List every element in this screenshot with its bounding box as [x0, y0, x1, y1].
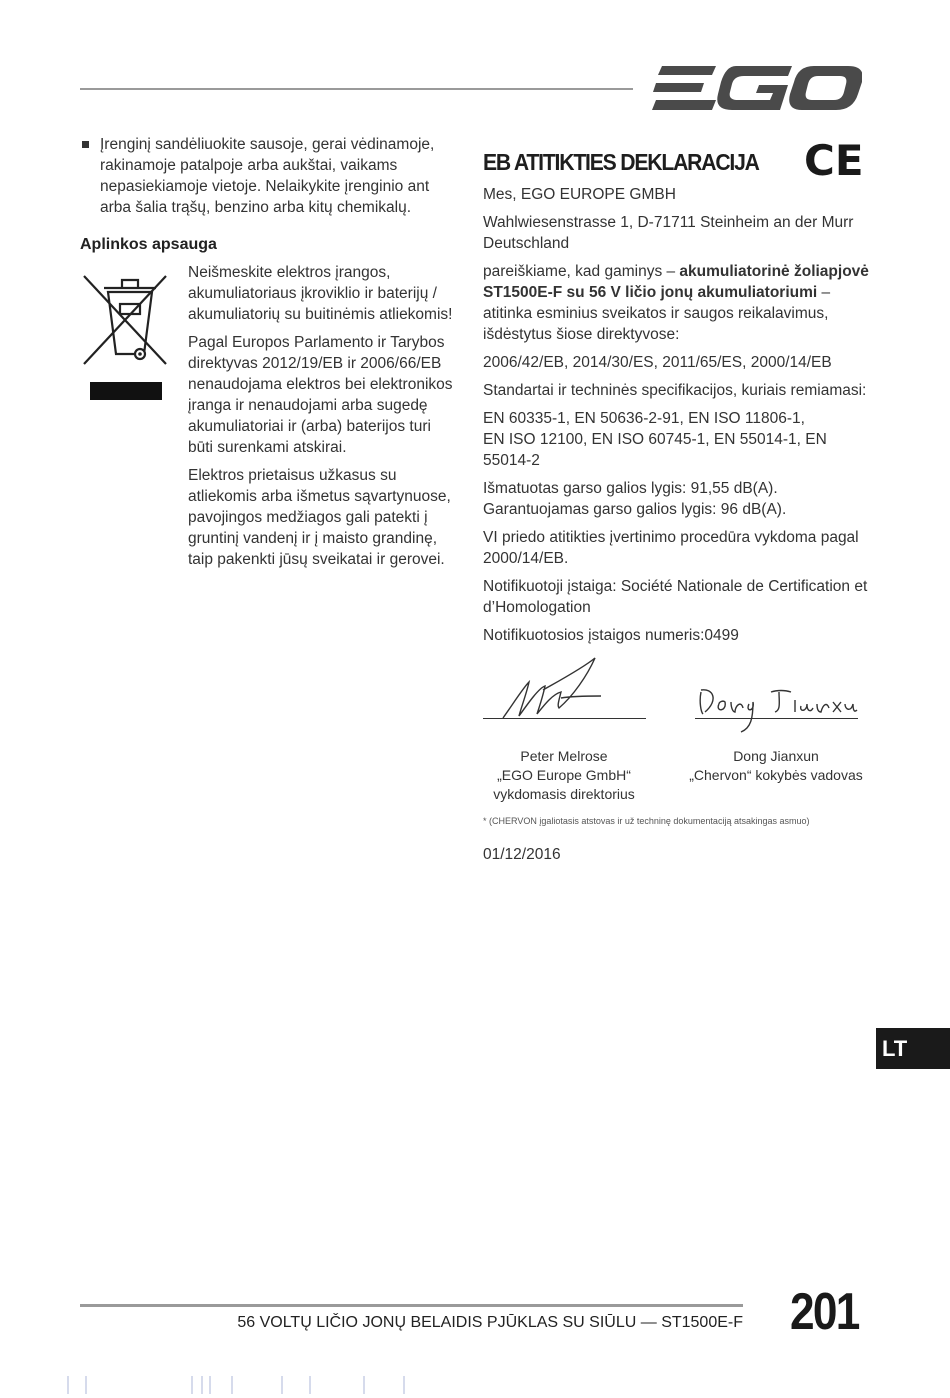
signatory-1	[474, 747, 654, 804]
directives: 2006/42/EB, 2014/30/ES, 2011/65/ES, 2000/14/EB	[483, 354, 832, 371]
env-paragraph-1: Neišmeskite elektros įrangos, akumuliatoriaus įkroviklio ir baterijų / akumuliatorių su buitinėmis atliekomis!	[188, 264, 453, 323]
declaration-address: Wahlwiesenstrasse 1, D-71711 Steinheim an der Murr Deutschland	[483, 214, 854, 252]
noise-measured: Išmatuotas garso galios lygis: 91,55 dB(A).	[483, 480, 778, 497]
standards-list	[483, 408, 873, 471]
statement-post: – atitinka esminius sveikatos ir saugos reikalavimus, išdėstytus šiose direktyvose:	[483, 284, 831, 343]
signatory-2-company: „Chervon“ kokybės vadovas	[689, 767, 863, 783]
footnote: * (CHERVON įgaliotasis atstovas ir už techninę dokumentaciją atsakingas asmuo)	[483, 816, 810, 826]
standards-intro: Standartai ir techninės specifikacijos, kuriais remiamasi:	[483, 382, 867, 399]
storage-bullet	[80, 134, 455, 218]
statement-pre: pareiškiame, kad gaminys –	[483, 263, 680, 280]
standards-line-1: EN 60335-1, EN 50636-2-91, EN ISO 11806-1,	[483, 410, 805, 427]
signature-line-1	[483, 718, 646, 719]
signatory-1-company: „EGO Europe GmbH“	[497, 767, 631, 783]
left-column	[80, 134, 455, 255]
signatory-2	[686, 747, 866, 785]
declaration-date: 01/12/2016	[483, 846, 561, 863]
storage-text: Įrenginį sandėliuokite sausoje, gerai vėdinamoje, rakinamoje patalpoje arba aukštai, vaikams nepasiekiamoje vietoje. Nelaikykite įrenginio ant arba šalia trąšų, benzino arba kitų chemikalų.	[100, 136, 435, 216]
env-paragraph-3: Elektros prietaisus užkasus su atliekomis arba išmetus sąvartynuose, pavojingos medžiagos gali patekti į gruntinį vandenį ir į maisto grandinę, taip pakenkti jūsų sveikatai ir gerovei.	[188, 467, 451, 568]
signatory-1-role: vykdomasis direktorius	[493, 786, 635, 802]
env-paragraph-2: Pagal Europos Parlamento ir Tarybos direktyvas 2012/19/EB ir 2006/66/EB nenaudojama elektros bei elektronikos įranga ir nenaudojami arba sugedę akumuliatoriai ir (arba) baterijos turi būti surenkami atskirai.	[188, 334, 453, 456]
ce-mark-text: CE	[804, 140, 864, 180]
bullet-square-icon	[82, 141, 89, 148]
noise-guaranteed: Garantuojamas garso galios lygis: 96 dB(A).	[483, 501, 787, 518]
ego-logo	[652, 64, 862, 112]
declaration-title: EB ATITIKTIES DEKLARACIJA	[483, 149, 759, 175]
environment-heading: Aplinkos apsauga	[80, 236, 217, 253]
footer-rule	[80, 1304, 743, 1307]
notified-body: Notifikuotoji įstaiga: Société Nationale de Certification et d’Homologation	[483, 578, 868, 616]
language-tab: LT	[876, 1028, 950, 1069]
signature-dong	[695, 678, 858, 734]
statement-product: akumuliatorinė žoliapjovė ST1500E-F su 56 V ličio jonų akumuliatoriumi	[483, 263, 869, 301]
header-rule	[80, 88, 633, 90]
declaration-company: Mes, EGO EUROPE GMBH	[483, 186, 676, 203]
environment-text	[188, 262, 456, 577]
signature-line-2	[695, 718, 858, 719]
declaration-statement	[483, 261, 873, 345]
procedure: VI priedo atitikties įvertinimo procedūra vykdoma pagal 2000/14/EB.	[483, 529, 859, 567]
declaration-column	[483, 146, 873, 653]
footer-title: 56 VOLTŲ LIČIO JONŲ BELAIDIS PJŪKLAS SU SIŪLU — ST1500E-F	[237, 1314, 743, 1331]
print-registration-marks	[60, 1374, 480, 1396]
noise-levels	[483, 478, 873, 520]
page-number: 201	[790, 1283, 859, 1341]
signatory-1-name: Peter Melrose	[520, 748, 608, 764]
signatory-2-name: Dong Jianxun	[733, 748, 819, 764]
signature-melrose	[483, 652, 646, 722]
notified-number: Notifikuotosios įstaigos numeris:0499	[483, 627, 739, 644]
crossed-bin-icon	[82, 268, 168, 402]
standards-line-2: EN ISO 12100, EN ISO 60745-1, EN 55014-1, EN 55014-2	[483, 431, 827, 469]
